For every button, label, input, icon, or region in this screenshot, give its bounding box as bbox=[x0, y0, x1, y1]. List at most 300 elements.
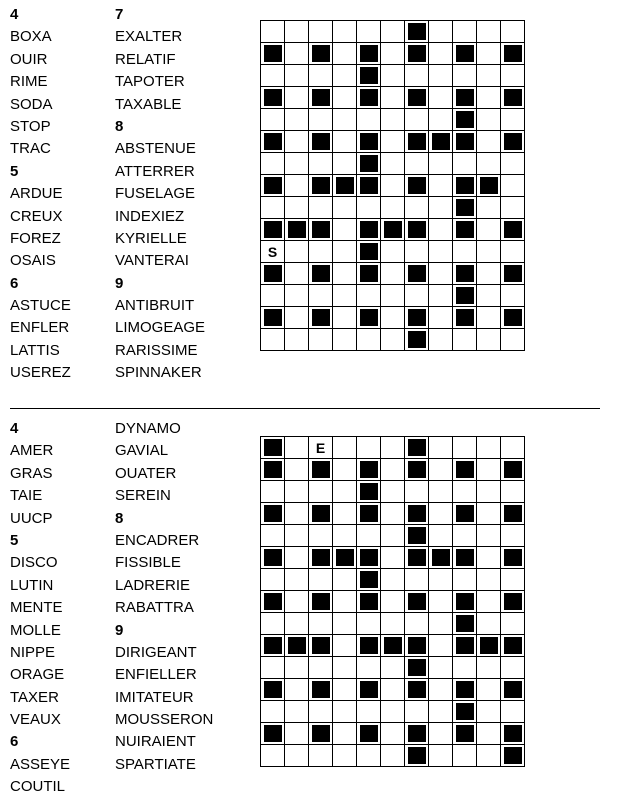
black-square bbox=[456, 615, 474, 632]
black-cell bbox=[405, 635, 429, 657]
empty-cell bbox=[261, 197, 285, 219]
word-length-header: 9 bbox=[115, 274, 124, 292]
empty-cell bbox=[477, 197, 501, 219]
black-cell bbox=[453, 131, 477, 153]
black-cell bbox=[309, 307, 333, 329]
black-square bbox=[456, 505, 474, 522]
black-cell bbox=[501, 723, 525, 745]
word-list-item: GRAS bbox=[10, 464, 53, 482]
empty-cell bbox=[285, 679, 309, 701]
black-cell bbox=[429, 547, 453, 569]
black-square bbox=[288, 221, 306, 238]
black-cell bbox=[357, 263, 381, 285]
black-square bbox=[264, 439, 282, 456]
empty-cell bbox=[477, 503, 501, 525]
empty-cell bbox=[453, 569, 477, 591]
letter-cell: E bbox=[309, 437, 333, 459]
black-square bbox=[504, 681, 522, 698]
black-square bbox=[504, 221, 522, 238]
word-list-item: SODA bbox=[10, 95, 53, 113]
black-cell bbox=[405, 745, 429, 767]
black-cell bbox=[501, 679, 525, 701]
empty-cell bbox=[333, 459, 357, 481]
empty-cell bbox=[477, 87, 501, 109]
empty-cell bbox=[333, 241, 357, 263]
black-cell bbox=[453, 263, 477, 285]
empty-cell bbox=[285, 153, 309, 175]
empty-cell bbox=[333, 701, 357, 723]
black-square bbox=[360, 637, 378, 654]
black-square bbox=[312, 637, 330, 654]
empty-cell bbox=[429, 569, 453, 591]
black-square bbox=[408, 309, 426, 326]
empty-cell bbox=[477, 219, 501, 241]
word-length-header: 4 bbox=[10, 6, 19, 23]
empty-cell bbox=[501, 329, 525, 351]
empty-cell bbox=[285, 197, 309, 219]
empty-cell bbox=[477, 21, 501, 43]
empty-cell bbox=[381, 569, 405, 591]
black-cell bbox=[501, 263, 525, 285]
black-square bbox=[456, 287, 474, 304]
empty-cell bbox=[405, 701, 429, 723]
black-cell bbox=[429, 131, 453, 153]
empty-cell bbox=[477, 329, 501, 351]
word-list-item: VEAUX bbox=[10, 711, 61, 729]
black-square bbox=[504, 747, 522, 764]
empty-cell bbox=[309, 569, 333, 591]
word-list-item: TAIE bbox=[10, 487, 43, 505]
black-square bbox=[360, 505, 378, 522]
word-list-item: ASTUCE bbox=[10, 297, 71, 315]
grid-row bbox=[261, 307, 525, 329]
black-square bbox=[408, 593, 426, 610]
empty-cell bbox=[285, 591, 309, 613]
black-cell bbox=[261, 175, 285, 197]
black-cell bbox=[309, 591, 333, 613]
word-length-header: 7 bbox=[115, 6, 124, 23]
black-square bbox=[480, 637, 498, 654]
black-cell bbox=[477, 635, 501, 657]
word-list-item: SEREIN bbox=[115, 487, 171, 505]
black-cell bbox=[357, 175, 381, 197]
black-cell bbox=[285, 219, 309, 241]
black-cell bbox=[261, 547, 285, 569]
empty-cell bbox=[381, 481, 405, 503]
word-list-column-1 bbox=[10, 4, 71, 385]
grid-row bbox=[261, 613, 525, 635]
black-cell bbox=[405, 591, 429, 613]
black-square bbox=[312, 725, 330, 742]
empty-cell bbox=[285, 745, 309, 767]
black-square bbox=[336, 549, 354, 566]
empty-cell bbox=[477, 263, 501, 285]
word-length-header: 8 bbox=[115, 117, 124, 135]
black-square bbox=[408, 725, 426, 742]
word-list-item: ENFLER bbox=[10, 319, 70, 337]
black-cell bbox=[405, 43, 429, 65]
black-square bbox=[456, 703, 474, 720]
empty-cell bbox=[477, 481, 501, 503]
empty-cell bbox=[429, 329, 453, 351]
grid-row bbox=[261, 503, 525, 525]
word-list-item: DYNAMO bbox=[115, 420, 181, 437]
empty-cell bbox=[309, 21, 333, 43]
empty-cell bbox=[381, 109, 405, 131]
empty-cell bbox=[477, 569, 501, 591]
word-list-item: FISSIBLE bbox=[115, 554, 181, 572]
black-cell bbox=[309, 87, 333, 109]
black-square bbox=[312, 265, 330, 282]
empty-cell bbox=[477, 745, 501, 767]
word-list-item: TAPOTER bbox=[115, 73, 185, 91]
grid-row bbox=[261, 679, 525, 701]
word-list-item: ENCADRER bbox=[115, 531, 200, 549]
empty-cell bbox=[309, 525, 333, 547]
black-square bbox=[432, 133, 450, 150]
black-square bbox=[312, 45, 330, 62]
empty-cell bbox=[429, 613, 453, 635]
black-cell bbox=[405, 503, 429, 525]
empty-cell bbox=[477, 613, 501, 635]
black-square bbox=[360, 133, 378, 150]
empty-cell bbox=[381, 87, 405, 109]
black-cell bbox=[357, 153, 381, 175]
empty-cell bbox=[357, 109, 381, 131]
grid-row bbox=[261, 329, 525, 351]
empty-cell bbox=[405, 65, 429, 87]
black-cell bbox=[405, 547, 429, 569]
empty-cell bbox=[381, 613, 405, 635]
word-list-item: BOXA bbox=[10, 28, 52, 46]
black-cell bbox=[261, 307, 285, 329]
black-square bbox=[456, 111, 474, 128]
empty-cell bbox=[285, 307, 309, 329]
black-cell bbox=[477, 175, 501, 197]
empty-cell bbox=[405, 613, 429, 635]
word-list-item: LADRERIE bbox=[115, 576, 191, 594]
empty-cell bbox=[309, 285, 333, 307]
black-cell bbox=[501, 591, 525, 613]
black-cell bbox=[357, 219, 381, 241]
black-square bbox=[312, 309, 330, 326]
grid-row bbox=[261, 175, 525, 197]
empty-cell bbox=[309, 329, 333, 351]
empty-cell bbox=[285, 43, 309, 65]
black-square bbox=[504, 549, 522, 566]
black-cell bbox=[405, 263, 429, 285]
empty-cell bbox=[501, 109, 525, 131]
black-cell bbox=[381, 219, 405, 241]
empty-cell bbox=[501, 569, 525, 591]
black-cell bbox=[261, 679, 285, 701]
empty-cell bbox=[405, 481, 429, 503]
black-square bbox=[264, 177, 282, 194]
empty-cell bbox=[261, 613, 285, 635]
black-cell bbox=[357, 241, 381, 263]
empty-cell bbox=[357, 285, 381, 307]
black-square bbox=[264, 133, 282, 150]
black-square bbox=[360, 571, 378, 588]
empty-cell bbox=[477, 701, 501, 723]
black-cell bbox=[453, 701, 477, 723]
black-square bbox=[504, 505, 522, 522]
black-cell bbox=[453, 285, 477, 307]
word-list-item: ARDUE bbox=[10, 185, 63, 203]
empty-cell bbox=[261, 65, 285, 87]
word-list-item: NUIRAIENT bbox=[115, 733, 196, 751]
black-square bbox=[408, 439, 426, 456]
word-list-item: VANTERAI bbox=[115, 252, 189, 270]
empty-cell bbox=[333, 307, 357, 329]
word-length-header: 5 bbox=[10, 162, 19, 180]
empty-cell bbox=[333, 285, 357, 307]
black-cell bbox=[501, 307, 525, 329]
black-cell bbox=[405, 679, 429, 701]
empty-cell bbox=[333, 263, 357, 285]
empty-cell bbox=[501, 613, 525, 635]
empty-cell bbox=[381, 285, 405, 307]
divider bbox=[10, 408, 600, 409]
black-square bbox=[408, 681, 426, 698]
black-cell bbox=[405, 87, 429, 109]
black-cell bbox=[453, 547, 477, 569]
empty-cell bbox=[453, 481, 477, 503]
empty-cell bbox=[381, 657, 405, 679]
empty-cell bbox=[333, 569, 357, 591]
empty-cell bbox=[285, 657, 309, 679]
black-cell bbox=[405, 459, 429, 481]
black-cell bbox=[357, 569, 381, 591]
grid-row bbox=[261, 21, 525, 43]
black-square bbox=[504, 265, 522, 282]
word-list-item: INDEXIEZ bbox=[115, 207, 185, 225]
empty-cell bbox=[261, 701, 285, 723]
empty-cell bbox=[429, 219, 453, 241]
black-square bbox=[408, 461, 426, 478]
black-square bbox=[312, 593, 330, 610]
black-cell bbox=[453, 503, 477, 525]
black-cell bbox=[501, 745, 525, 767]
black-cell bbox=[453, 723, 477, 745]
empty-cell bbox=[357, 437, 381, 459]
black-square bbox=[480, 177, 498, 194]
empty-cell bbox=[429, 635, 453, 657]
empty-cell bbox=[429, 503, 453, 525]
empty-cell bbox=[333, 109, 357, 131]
empty-cell bbox=[357, 197, 381, 219]
black-cell bbox=[501, 131, 525, 153]
black-square bbox=[360, 593, 378, 610]
black-square bbox=[360, 177, 378, 194]
black-cell bbox=[333, 547, 357, 569]
empty-cell bbox=[501, 153, 525, 175]
black-square bbox=[432, 549, 450, 566]
black-cell bbox=[261, 131, 285, 153]
black-square bbox=[360, 265, 378, 282]
empty-cell bbox=[357, 745, 381, 767]
empty-cell bbox=[429, 723, 453, 745]
empty-cell bbox=[429, 745, 453, 767]
black-cell bbox=[261, 459, 285, 481]
grid-row bbox=[261, 65, 525, 87]
empty-cell bbox=[429, 285, 453, 307]
empty-cell bbox=[285, 263, 309, 285]
empty-cell bbox=[333, 197, 357, 219]
black-cell bbox=[501, 219, 525, 241]
empty-cell bbox=[477, 723, 501, 745]
word-list-item: RABATTRA bbox=[115, 599, 194, 617]
black-square bbox=[456, 725, 474, 742]
empty-cell bbox=[333, 87, 357, 109]
empty-cell bbox=[261, 21, 285, 43]
black-cell bbox=[501, 459, 525, 481]
empty-cell bbox=[381, 547, 405, 569]
black-square bbox=[312, 505, 330, 522]
empty-cell bbox=[477, 241, 501, 263]
black-square bbox=[504, 133, 522, 150]
black-square bbox=[264, 637, 282, 654]
empty-cell bbox=[357, 701, 381, 723]
black-square bbox=[504, 725, 522, 742]
empty-cell bbox=[429, 153, 453, 175]
black-square bbox=[504, 89, 522, 106]
grid-row bbox=[261, 591, 525, 613]
word-list-item: RARISSIME bbox=[115, 341, 198, 359]
black-cell bbox=[405, 657, 429, 679]
word-length-header: 6 bbox=[10, 733, 19, 751]
empty-cell bbox=[333, 329, 357, 351]
black-cell bbox=[357, 547, 381, 569]
black-cell bbox=[357, 481, 381, 503]
black-square bbox=[408, 549, 426, 566]
word-list-item: DIRIGEANT bbox=[115, 643, 197, 661]
black-cell bbox=[453, 219, 477, 241]
empty-cell bbox=[477, 437, 501, 459]
black-cell bbox=[381, 635, 405, 657]
empty-cell bbox=[285, 547, 309, 569]
empty-cell bbox=[261, 745, 285, 767]
empty-cell bbox=[381, 131, 405, 153]
empty-cell bbox=[453, 657, 477, 679]
black-cell bbox=[453, 175, 477, 197]
black-cell bbox=[357, 723, 381, 745]
empty-cell bbox=[453, 329, 477, 351]
black-cell bbox=[357, 87, 381, 109]
empty-cell bbox=[405, 197, 429, 219]
black-cell bbox=[333, 175, 357, 197]
black-square bbox=[456, 681, 474, 698]
black-cell bbox=[501, 43, 525, 65]
empty-cell bbox=[333, 153, 357, 175]
black-cell bbox=[453, 43, 477, 65]
black-square bbox=[408, 747, 426, 764]
empty-cell bbox=[309, 701, 333, 723]
word-list-item: DISCO bbox=[10, 554, 58, 572]
black-cell bbox=[285, 635, 309, 657]
black-square bbox=[264, 265, 282, 282]
grid-row bbox=[261, 657, 525, 679]
black-cell bbox=[405, 723, 429, 745]
black-cell bbox=[309, 219, 333, 241]
empty-cell bbox=[477, 131, 501, 153]
empty-cell bbox=[261, 109, 285, 131]
grid-row bbox=[261, 109, 525, 131]
empty-cell bbox=[309, 657, 333, 679]
empty-cell bbox=[381, 437, 405, 459]
empty-cell bbox=[429, 197, 453, 219]
empty-cell bbox=[453, 525, 477, 547]
word-list-item: ABSTENUE bbox=[115, 140, 196, 158]
word-list-item: GAVIAL bbox=[115, 442, 169, 460]
grid-row bbox=[261, 219, 525, 241]
empty-cell bbox=[429, 701, 453, 723]
empty-cell bbox=[381, 723, 405, 745]
empty-cell bbox=[333, 679, 357, 701]
empty-cell bbox=[285, 21, 309, 43]
grid-row bbox=[261, 723, 525, 745]
empty-cell bbox=[477, 285, 501, 307]
word-list-item: ORAGE bbox=[10, 666, 65, 684]
empty-cell bbox=[381, 679, 405, 701]
word-length-header: 8 bbox=[115, 509, 124, 527]
black-square bbox=[312, 89, 330, 106]
black-cell bbox=[405, 437, 429, 459]
empty-cell bbox=[333, 525, 357, 547]
black-cell bbox=[453, 613, 477, 635]
empty-cell bbox=[501, 65, 525, 87]
word-list-column-1 bbox=[10, 418, 70, 799]
black-square bbox=[360, 221, 378, 238]
black-square bbox=[504, 45, 522, 62]
word-list-item: NIPPE bbox=[10, 643, 56, 661]
empty-cell bbox=[333, 635, 357, 657]
black-cell bbox=[453, 87, 477, 109]
empty-cell bbox=[477, 657, 501, 679]
empty-cell bbox=[285, 613, 309, 635]
empty-cell bbox=[429, 263, 453, 285]
black-cell bbox=[261, 437, 285, 459]
empty-cell bbox=[261, 525, 285, 547]
grid-row bbox=[261, 547, 525, 569]
black-square bbox=[408, 133, 426, 150]
grid-row bbox=[261, 197, 525, 219]
black-square bbox=[264, 681, 282, 698]
empty-cell bbox=[309, 65, 333, 87]
empty-cell bbox=[333, 503, 357, 525]
empty-cell bbox=[501, 525, 525, 547]
black-square bbox=[264, 593, 282, 610]
empty-cell bbox=[429, 307, 453, 329]
empty-cell bbox=[381, 701, 405, 723]
black-square bbox=[264, 89, 282, 106]
empty-cell bbox=[429, 241, 453, 263]
empty-cell bbox=[309, 481, 333, 503]
empty-cell bbox=[333, 43, 357, 65]
word-list-item: OUATER bbox=[115, 464, 177, 482]
black-square bbox=[264, 549, 282, 566]
word-length-header: 4 bbox=[10, 420, 19, 437]
word-list-item: ASSEYE bbox=[10, 755, 71, 773]
grid-row bbox=[261, 131, 525, 153]
empty-cell bbox=[477, 591, 501, 613]
empty-cell bbox=[477, 525, 501, 547]
black-cell bbox=[453, 679, 477, 701]
black-square bbox=[312, 549, 330, 566]
empty-cell bbox=[501, 21, 525, 43]
empty-cell bbox=[261, 329, 285, 351]
black-cell bbox=[357, 43, 381, 65]
